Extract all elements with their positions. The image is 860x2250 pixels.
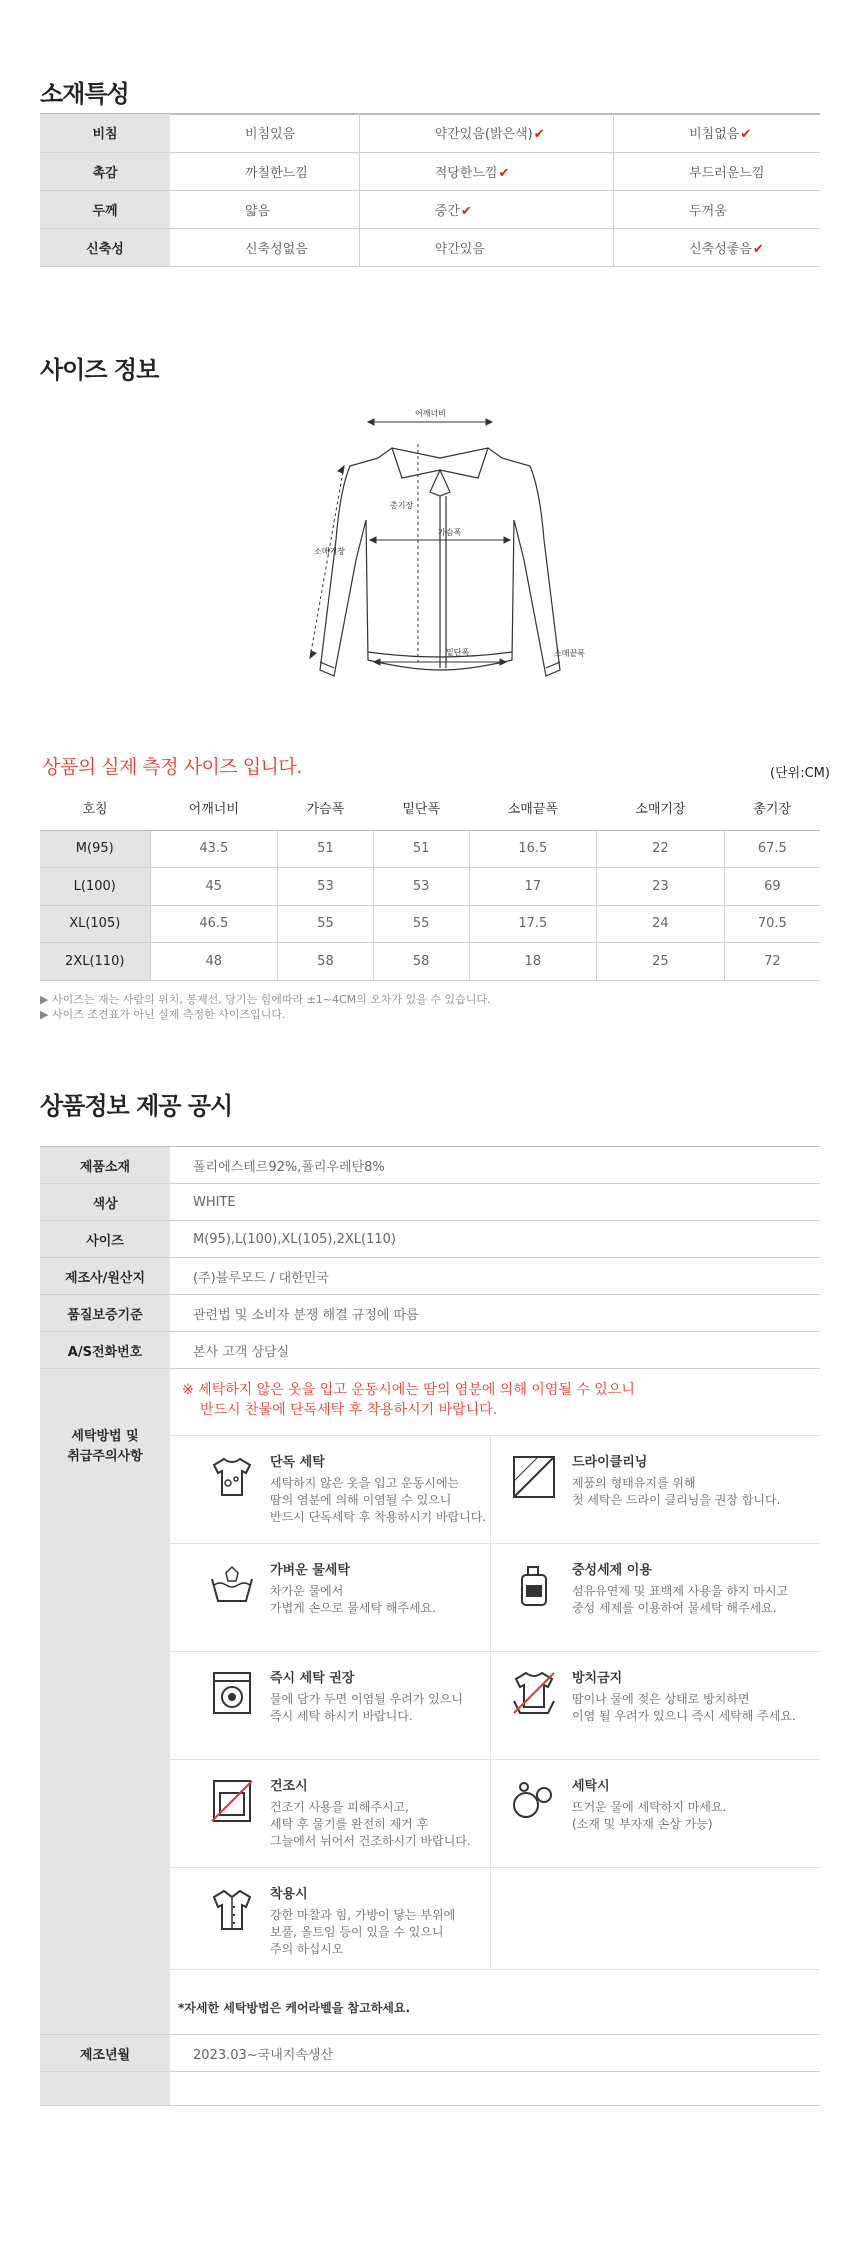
material-row <box>40 114 820 152</box>
size-row-label: 2XL(110) <box>40 943 150 981</box>
care-item-title: 중성세제 이용 <box>572 1563 652 1578</box>
info-row <box>40 1258 820 1295</box>
material-option <box>170 190 359 228</box>
size-cell: 55 <box>373 905 469 943</box>
size-diagram <box>290 400 590 700</box>
size-row-label: M(95) <box>40 830 150 868</box>
care-item-desc: 건조기 사용을 피해주시고, 세탁 후 물기를 완전히 제거 후 그늘에서 뉘어서 건조하시기 바랍니다. <box>270 1800 471 1848</box>
care-item <box>508 1451 828 1551</box>
material-option-label: 신축성좋음 <box>689 241 752 257</box>
care-item-desc: 땀이나 물에 젖은 상태로 방치하면 이염 될 우려가 있으니 즉시 세탁해 주세요. <box>572 1692 796 1723</box>
care-item-desc: 제품의 형태유지를 위해 첫 세탁은 드라이 클리닝을 권장 합니다. <box>572 1476 781 1507</box>
no-dryer-icon <box>206 1775 258 1827</box>
tshirt-wash-icon <box>206 1451 258 1503</box>
material-option <box>359 152 613 190</box>
care-item <box>206 1451 526 1551</box>
info-row <box>40 1295 820 1332</box>
info-row-label: A/S전화번호 <box>40 1332 170 1369</box>
size-cell: 58 <box>373 943 469 981</box>
info-row <box>40 1332 820 1369</box>
check-icon: ✔ <box>460 203 472 219</box>
size-header-cell: 소매끝폭 <box>469 786 597 830</box>
care-item <box>206 1559 526 1659</box>
care-label: 세탁방법 및 취급주의사항 <box>40 1369 170 2035</box>
size-table <box>40 786 820 981</box>
material-option <box>170 114 359 152</box>
material-option-label: 두꺼움 <box>689 203 727 219</box>
no-soak-icon <box>508 1667 560 1719</box>
size-cell: 17 <box>469 868 597 906</box>
empty-value-cell <box>170 2072 820 2106</box>
care-item <box>206 1667 526 1767</box>
size-note-1: ▶ 사이즈는 재는 사람의 위치, 봉제선, 당기는 힘에따라 ±1~4CM의 오차가 있을 수 있습니다. <box>40 993 491 1006</box>
material-option-label: 약간있음(밝은색) <box>434 127 533 143</box>
empty-label-cell <box>40 2072 170 2106</box>
info-row-label: 사이즈 <box>40 1221 170 1258</box>
size-cell: 51 <box>278 830 374 868</box>
bubbles-icon <box>508 1775 560 1827</box>
dry-clean-icon <box>508 1451 560 1503</box>
material-table <box>40 114 820 267</box>
material-row <box>40 190 820 228</box>
empty-row <box>40 2072 820 2106</box>
size-unit: (단위:CM) <box>770 766 830 781</box>
material-option-label: 신축성없음 <box>245 241 308 257</box>
info-row-label: 제조사/원산지 <box>40 1258 170 1295</box>
size-cell: 70.5 <box>724 905 820 943</box>
care-item <box>206 1883 526 1983</box>
diagram-label-sleeve-length: 소매기장 <box>314 547 345 556</box>
product-info-title: 상품정보 제공 공시 <box>40 1092 233 1120</box>
size-row <box>40 905 820 943</box>
size-header-cell: 소매기장 <box>597 786 725 830</box>
care-row <box>40 1369 820 2035</box>
info-row-value: 본사 고객 상담실 <box>170 1332 820 1369</box>
care-content <box>170 1369 820 2035</box>
size-note-2: ▶ 사이즈 조견표가 아닌 실제 측정한 사이즈입니다. <box>40 1008 286 1021</box>
material-row-label: 두께 <box>40 190 170 228</box>
info-row-label: 제품소재 <box>40 1147 170 1184</box>
info-row-label: 품질보증기준 <box>40 1295 170 1332</box>
size-cell: 17.5 <box>469 905 597 943</box>
size-cell: 16.5 <box>469 830 597 868</box>
size-cell: 67.5 <box>724 830 820 868</box>
size-cell: 23 <box>597 868 725 906</box>
care-item-desc: 차가운 물에서 가볍게 손으로 물세탁 해주세요. <box>270 1584 436 1615</box>
care-item-title: 세탁시 <box>572 1779 610 1794</box>
size-header-cell: 밑단폭 <box>373 786 469 830</box>
material-row <box>40 152 820 190</box>
care-item-desc: 강한 마찰과 힘, 가방이 닿는 부위에 보풀, 올트임 등이 있을 수 있으니 주의 하십시오 <box>270 1908 456 1956</box>
size-cell: 69 <box>724 868 820 906</box>
care-item-title: 가벼운 물세탁 <box>270 1563 350 1578</box>
size-header-cell: 가슴폭 <box>278 786 374 830</box>
care-item-title: 즉시 세탁 권장 <box>270 1671 355 1686</box>
care-item-title: 착용시 <box>270 1887 308 1902</box>
info-row-value: 폴리에스테르92%,폴리우레탄8% <box>170 1147 820 1184</box>
material-option <box>359 190 613 228</box>
size-cell: 72 <box>724 943 820 981</box>
check-icon: ✔ <box>740 127 752 143</box>
check-icon: ✔ <box>498 165 510 181</box>
product-info-table <box>40 1146 820 2106</box>
size-row-label: L(100) <box>40 868 150 906</box>
hand-wash-icon <box>206 1559 258 1611</box>
size-row <box>40 868 820 906</box>
care-item-title: 단독 세탁 <box>270 1455 325 1470</box>
material-row-label: 비침 <box>40 114 170 152</box>
size-cell: 22 <box>597 830 725 868</box>
care-warning-2: 반드시 찬물에 단독세탁 후 착용하시기 바랍니다. <box>200 1402 498 1418</box>
size-row <box>40 943 820 981</box>
material-option <box>359 114 613 152</box>
size-cell: 48 <box>150 943 278 981</box>
size-row-label: XL(105) <box>40 905 150 943</box>
info-row-value: (주)블루모드 / 대한민국 <box>170 1258 820 1295</box>
info-row-value: M(95),L(100),XL(105),2XL(110) <box>170 1221 820 1258</box>
care-item <box>508 1559 828 1659</box>
care-item-title: 드라이클리닝 <box>572 1455 648 1470</box>
size-cell: 45 <box>150 868 278 906</box>
material-option <box>614 152 820 190</box>
material-option-label: 중간 <box>434 203 460 219</box>
size-cell: 46.5 <box>150 905 278 943</box>
size-cell: 58 <box>278 943 374 981</box>
material-option-label: 약간있음 <box>434 241 485 257</box>
diagram-label-total-length: 총기장 <box>390 501 414 510</box>
material-option <box>614 114 820 152</box>
material-row-label: 신축성 <box>40 228 170 266</box>
material-option <box>359 228 613 266</box>
diagram-label-shoulder: 어깨너비 <box>415 409 446 418</box>
info-row-value: WHITE <box>170 1184 820 1221</box>
material-option <box>170 228 359 266</box>
shirt-icon <box>206 1883 258 1935</box>
size-cell: 43.5 <box>150 830 278 868</box>
size-cell: 53 <box>373 868 469 906</box>
material-option <box>614 190 820 228</box>
size-cell: 18 <box>469 943 597 981</box>
size-header-cell: 총기장 <box>724 786 820 830</box>
size-cell: 55 <box>278 905 374 943</box>
info-row <box>40 1184 820 1221</box>
detergent-icon <box>508 1559 560 1611</box>
info-row <box>40 2035 820 2072</box>
care-item-desc: 세탁하지 않은 옷을 입고 운동시에는 땀의 염분에 의해 이염될 수 있으니 반드시 단독세탁 후 착용하시기 바랍니다. <box>270 1476 487 1524</box>
diagram-label-cuff: 소매끝폭 <box>554 649 585 658</box>
care-item-title: 방치금지 <box>572 1671 623 1686</box>
care-warning-1: ※ 세탁하지 않은 옷을 입고 운동시에는 땀의 염분에 의해 이염될 수 있으니 <box>182 1382 635 1398</box>
care-item-title: 건조시 <box>270 1779 308 1794</box>
size-cell: 25 <box>597 943 725 981</box>
material-row-label: 촉감 <box>40 152 170 190</box>
care-item <box>508 1775 828 1875</box>
size-cell: 24 <box>597 905 725 943</box>
material-option-label: 얇음 <box>245 203 271 219</box>
care-item-desc: 섬유유연제 및 표백제 사용을 하지 마시고 중성 세제를 이용하여 물세탁 해주세요. <box>572 1584 789 1615</box>
info-row <box>40 1221 820 1258</box>
material-option <box>170 152 359 190</box>
care-item <box>206 1775 526 1875</box>
size-cell: 53 <box>278 868 374 906</box>
size-cell: 51 <box>373 830 469 868</box>
info-row-label: 제조년월 <box>40 2035 170 2072</box>
material-option-label: 비침있음 <box>245 127 296 143</box>
size-header-cell: 어깨너비 <box>150 786 278 830</box>
care-item-desc: 뜨거운 물에 세탁하지 마세요. (소재 및 부자재 손상 가능) <box>572 1800 727 1831</box>
material-option-label: 적당한느낌 <box>434 165 498 181</box>
diagram-label-hem: 밑단폭 <box>446 648 470 657</box>
size-header-cell: 호칭 <box>40 786 150 830</box>
size-row <box>40 830 820 868</box>
check-icon: ✔ <box>533 127 545 143</box>
info-row <box>40 1147 820 1184</box>
info-row-value: 2023.03~국내지속생산 <box>170 2035 820 2072</box>
care-item-desc: 물에 담가 두면 이염될 우려가 있으니 즉시 세탁 하시기 바랍니다. <box>270 1692 463 1723</box>
material-row <box>40 228 820 266</box>
info-row-value: 관련법 및 소비자 분쟁 해결 규정에 따름 <box>170 1295 820 1332</box>
care-footer: *자세한 세탁방법은 케어라벨을 참고하세요. <box>178 2001 411 2015</box>
material-section-title: 소재특성 <box>40 80 129 108</box>
material-option <box>614 228 820 266</box>
material-option-label: 비침없음 <box>689 127 740 143</box>
material-option-label: 부드러운느낌 <box>689 165 765 181</box>
diagram-label-chest: 가슴폭 <box>438 528 462 537</box>
check-icon: ✔ <box>752 241 764 257</box>
size-subtitle: 상품의 실제 측정 사이즈 입니다. <box>42 756 302 778</box>
material-option-label: 까칠한느낌 <box>245 165 308 181</box>
washing-machine-icon <box>206 1667 258 1719</box>
info-row-label: 색상 <box>40 1184 170 1221</box>
care-item <box>508 1667 828 1767</box>
size-section-title: 사이즈 정보 <box>40 356 159 384</box>
